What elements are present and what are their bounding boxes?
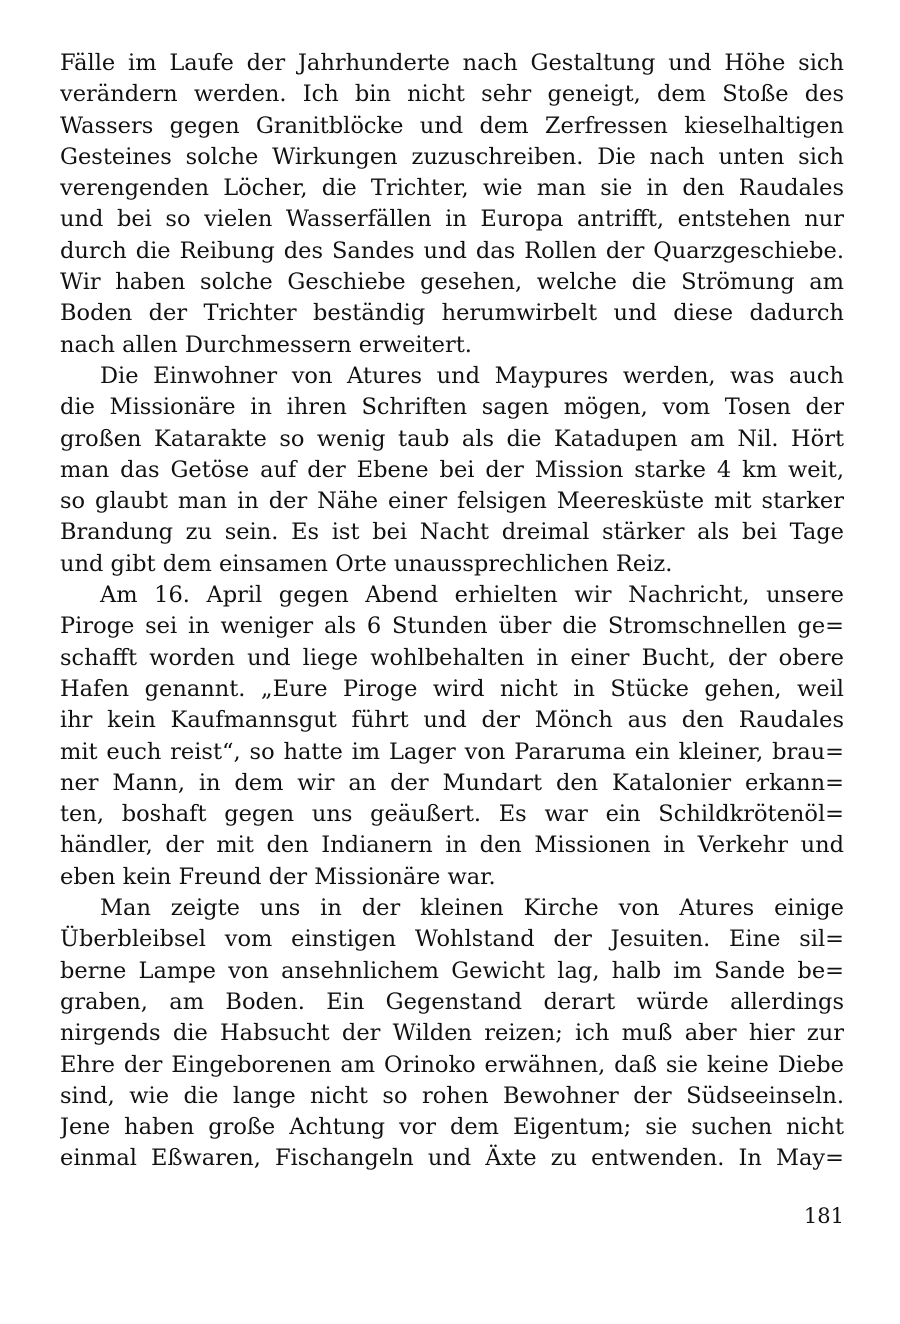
text-line: Hafen genannt. „Eure Piroge wird nicht in Stücke gehen, weil — [60, 675, 844, 702]
text-line: Wir haben solche Geschiebe gesehen, welche die Strömung am — [60, 269, 844, 296]
text-line: nach allen Durchmessern erweitert. — [60, 331, 472, 358]
text-line: sind, wie die lange nicht so rohen Bewohner der Südseeinseln. — [60, 1082, 844, 1109]
text-line: graben, am Boden. Ein Gegenstand derart würde allerdings — [60, 988, 844, 1015]
text-line: Boden der Trichter beständig herumwirbelt und diese dadurch — [60, 300, 844, 327]
body-text — [60, 48, 844, 1175]
text-line: Überbleibsel vom einstigen Wohlstand der Jesuiten. Eine sil= — [60, 926, 844, 953]
text-line: Fälle im Laufe der Jahrhunderte nach Gestaltung und Höhe sich — [60, 50, 844, 76]
text-line: nirgends die Habsucht der Wilden reizen; ich muß aber hier zur — [60, 1020, 844, 1047]
text-line: Brandung zu sein. Es ist bei Nacht dreimal stärker als bei Tage — [60, 519, 844, 546]
text-line: man das Getöse auf der Ebene bei der Mission starke 4 km weit, — [60, 456, 844, 483]
text-line: Jene haben große Achtung vor dem Eigentum; sie suchen nicht — [60, 1114, 844, 1141]
text-line: händler, der mit den Indianern in den Missionen in Verkehr und — [60, 832, 844, 859]
page-number: 181 — [803, 1204, 844, 1228]
text-line: die Missionäre in ihren Schriften sagen mögen, vom Tosen der — [60, 394, 844, 421]
text-line: schafft worden und liege wohlbehalten in einer Bucht, der obere — [60, 644, 844, 671]
text-line: und gibt dem einsamen Orte unaussprechlichen Reiz. — [60, 550, 673, 577]
text-line: Am 16. April gegen Abend erhielten wir Nachricht, unsere — [100, 582, 844, 609]
text-line: verengenden Löcher, die Trichter, wie man sie in den Raudales — [60, 175, 844, 202]
text-line: Wassers gegen Granitblöcke und dem Zerfressen kieselhaltigen — [60, 112, 844, 139]
text-line: verändern werden. Ich bin nicht sehr geneigt, dem Stoße des — [60, 81, 844, 108]
text-line: berne Lampe von ansehnlichem Gewicht lag, halb im Sande be= — [60, 957, 844, 984]
text-line: Ehre der Eingeborenen am Orinoko erwähnen, daß sie keine Diebe — [60, 1051, 844, 1078]
text-line: ihr kein Kaufmannsgut führt und der Mönch aus den Raudales — [60, 707, 844, 734]
text-line: einmal Eßwaren, Fischangeln und Äxte zu entwenden. In May= — [60, 1145, 844, 1172]
text-line: Gesteines solche Wirkungen zuzuschreiben. Die nach unten sich — [60, 143, 844, 170]
text-line: großen Katarakte so wenig taub als die Katadupen am Nil. Hört — [60, 425, 844, 452]
text-line: mit euch reist“, so hatte im Lager von Pararuma ein kleiner, brau= — [60, 738, 844, 765]
text-line: und bei so vielen Wasserfällen in Europa antrifft, entstehen nur — [60, 206, 844, 233]
text-line: Piroge sei in weniger als 6 Stunden über die Stromschnellen ge= — [60, 613, 844, 640]
text-line: ner Mann, in dem wir an der Mundart den Katalonier erkann= — [60, 769, 844, 796]
text-line: Man zeigte uns in der kleinen Kirche von Atures einige — [100, 895, 844, 922]
text-line: ten, boshaft gegen uns geäußert. Es war ein Schildkrötenöl= — [60, 801, 844, 828]
text-line: eben kein Freund der Missionäre war. — [60, 863, 496, 890]
text-line: Die Einwohner von Atures und Maypures werden, was auch — [100, 362, 844, 389]
text-line: durch die Reibung des Sandes und das Rollen der Quarzgeschiebe. — [60, 237, 844, 264]
text-line: so glaubt man in der Nähe einer felsigen Meeresküste mit starker — [60, 488, 844, 515]
